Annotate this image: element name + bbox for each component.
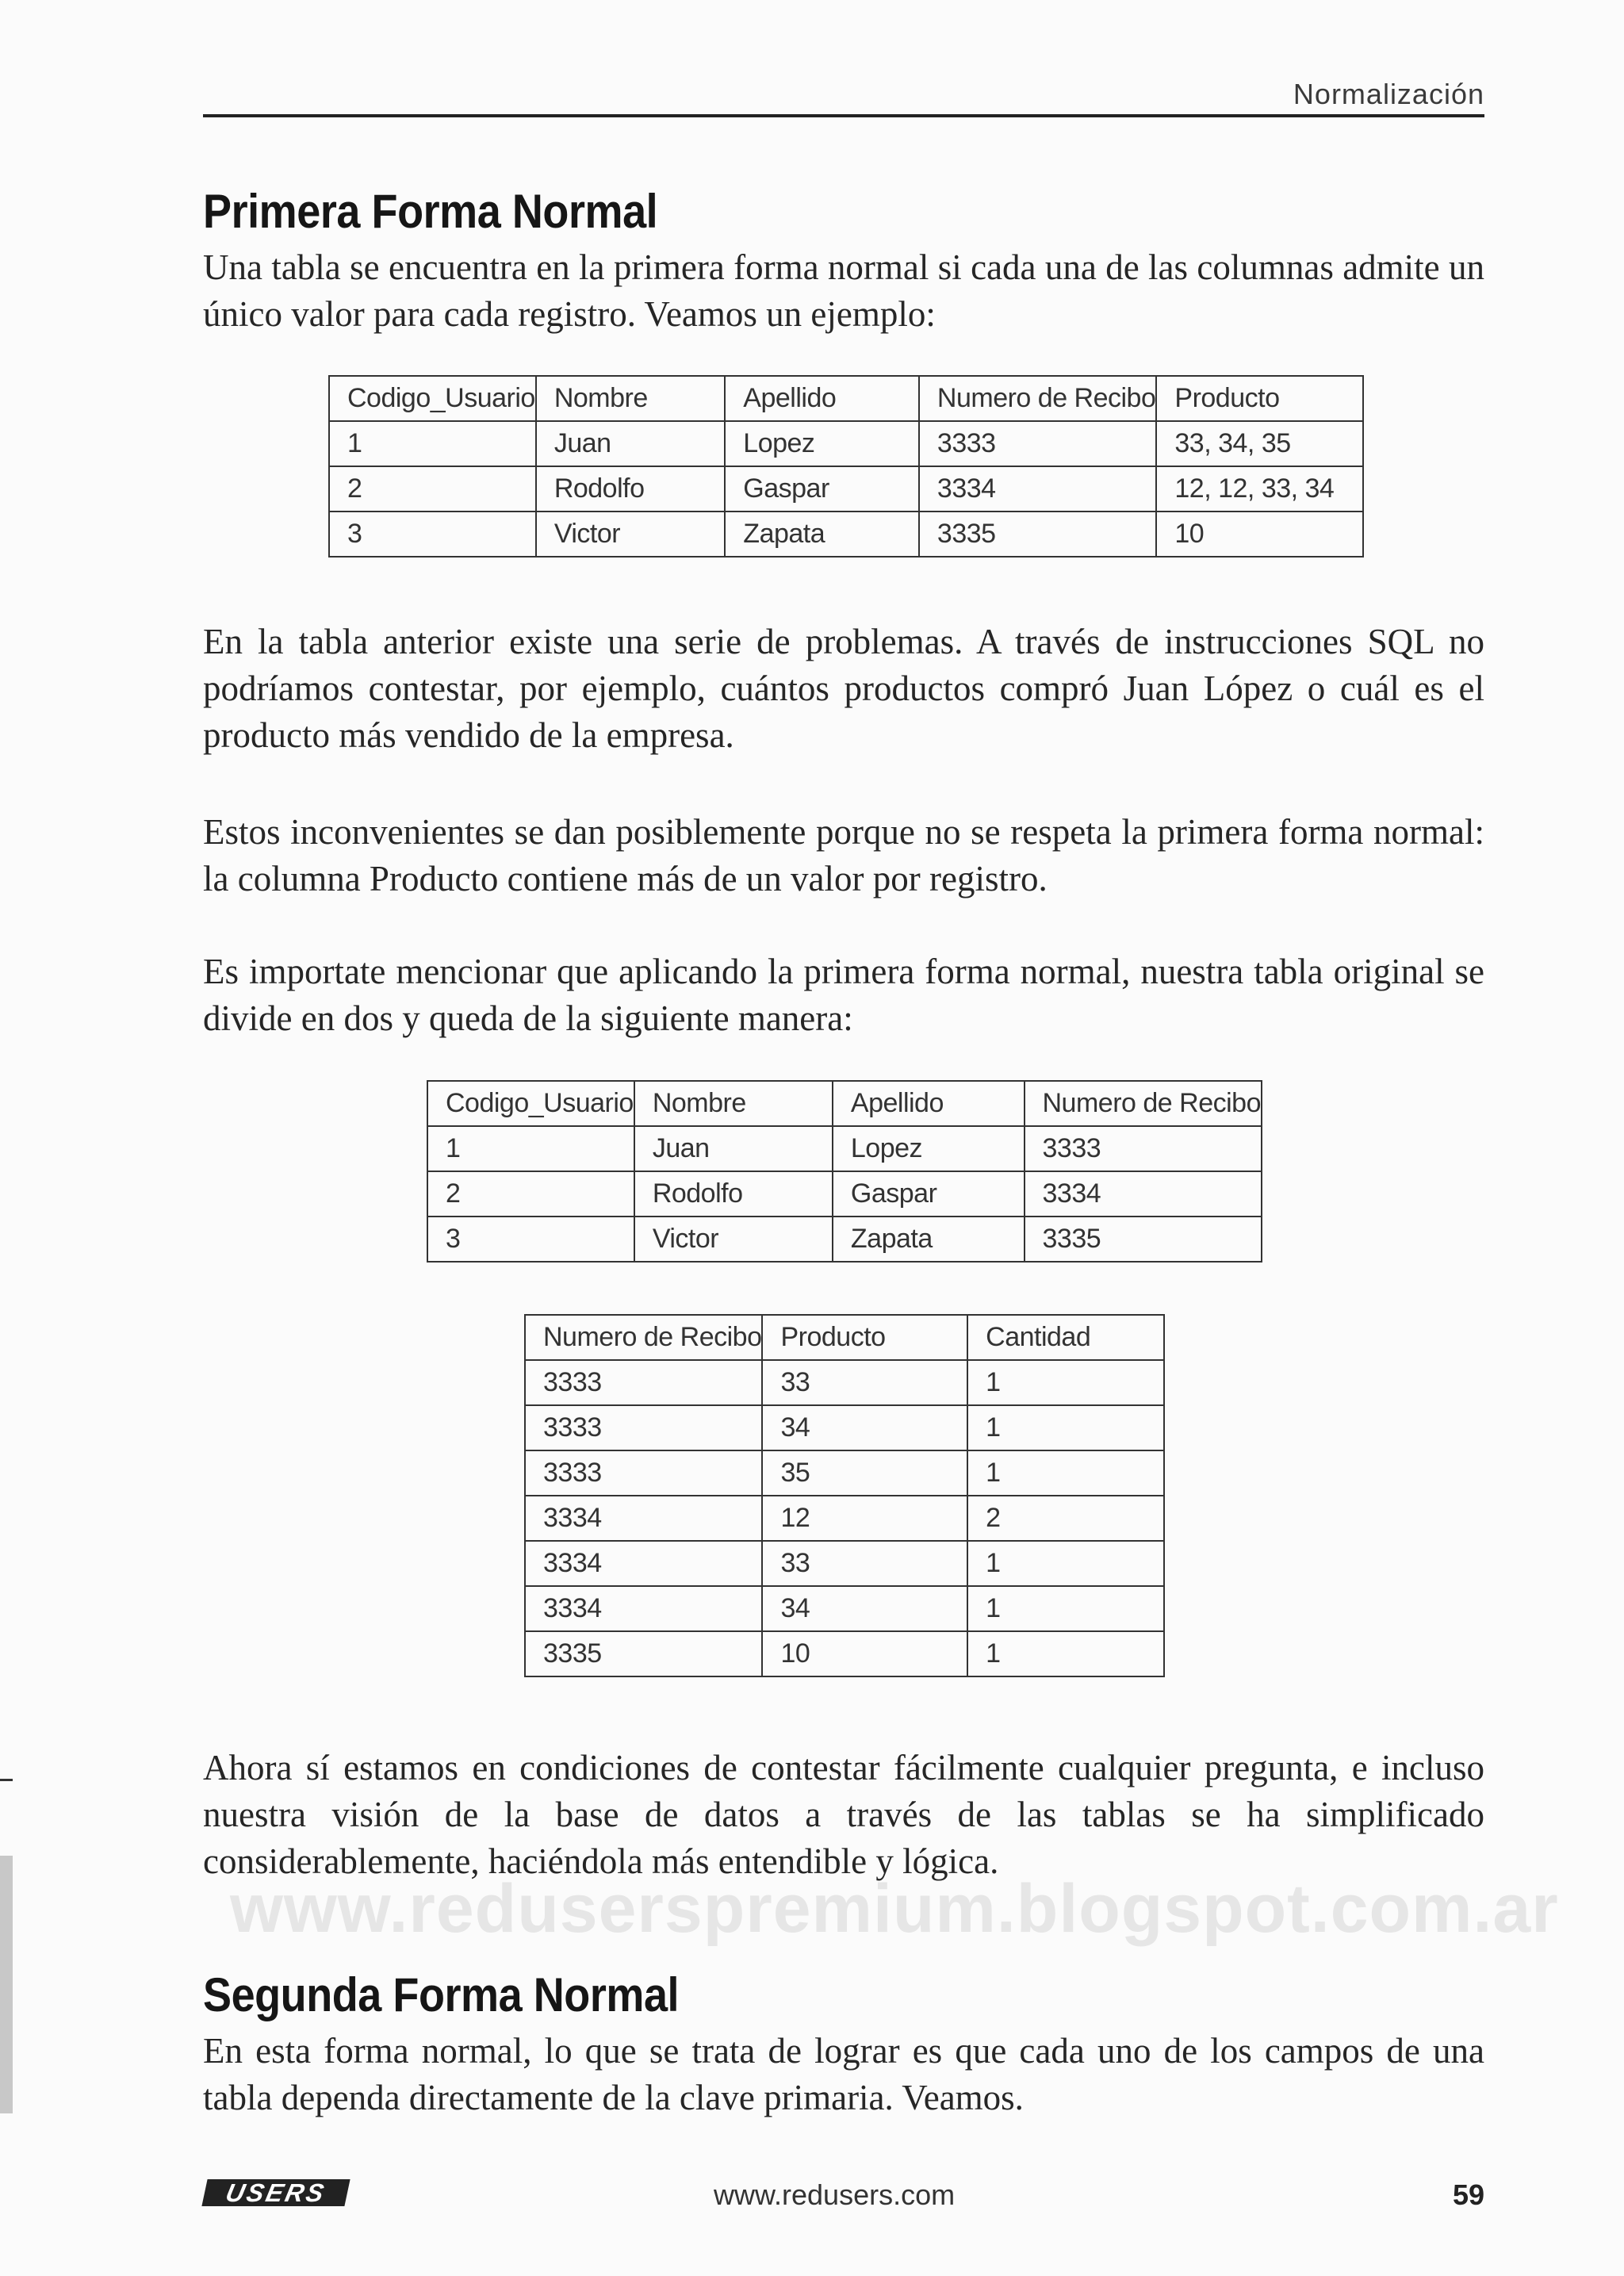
table-cell: Zapata xyxy=(725,512,919,557)
table-cell: Victor xyxy=(634,1217,833,1262)
table-cell: 1 xyxy=(967,1541,1164,1586)
table-cell: Lopez xyxy=(833,1126,1025,1171)
column-header: Cantidad xyxy=(967,1315,1164,1360)
table-cell: 2 xyxy=(967,1496,1164,1541)
table-cell: 2 xyxy=(329,466,536,512)
table-cell: 34 xyxy=(762,1405,967,1450)
table-cell: 3333 xyxy=(525,1450,762,1496)
table-cell: Juan xyxy=(536,421,725,466)
column-header: Producto xyxy=(1156,376,1363,421)
table-cell: 3333 xyxy=(525,1360,762,1405)
table-cell: 1 xyxy=(967,1450,1164,1496)
running-header: Normalización xyxy=(1293,78,1484,110)
table-cell: 12, 12, 33, 34 xyxy=(1156,466,1363,512)
table-header-row xyxy=(525,1315,1164,1360)
table-cell: 3334 xyxy=(1025,1171,1262,1217)
users-logo: USERS xyxy=(201,2179,350,2206)
paragraph-division: Es importate mencionar que aplicando la primera forma normal, nuestra tabla original se divide en dos y queda de la siguiente manera: xyxy=(203,952,1484,1038)
table-row xyxy=(525,1631,1164,1676)
column-header: Apellido xyxy=(833,1081,1025,1126)
paragraph-intro-2fn: En esta forma normal, lo que se trata de lograr es que cada uno de los campos de una tabla dependa directamente de la clave primaria. Veamos. xyxy=(203,2031,1484,2117)
table-cell: Victor xyxy=(536,512,725,557)
table-row xyxy=(329,512,1363,557)
table-row xyxy=(525,1360,1164,1405)
paragraph-intro-1fn: Una tabla se encuentra en la primera forma normal si cada una de las columnas admite un único valor para cada registro. Veamos un ejemplo: xyxy=(203,247,1484,334)
table-row xyxy=(329,421,1363,466)
table-cell: 1 xyxy=(329,421,536,466)
table-cell: 3 xyxy=(427,1217,634,1262)
column-header: Producto xyxy=(762,1315,967,1360)
paragraph-inconvenientes: Estos inconvenientes se dan posiblemente porque no se respeta la primera forma normal: la columna Producto contiene más de un valor por registro. xyxy=(203,812,1484,899)
table-cell: 1 xyxy=(967,1360,1164,1405)
table-row xyxy=(427,1217,1262,1262)
table-cell: Gaspar xyxy=(833,1171,1025,1217)
table-row xyxy=(427,1171,1262,1217)
table-cell: 3334 xyxy=(525,1586,762,1631)
table-cell: 3335 xyxy=(525,1631,762,1676)
paragraph-conclusion: Ahora sí estamos en condiciones de contestar fácilmente cualquier pregunta, e incluso nuestra visión de la base de datos a través de las tablas se ha simplificado considerablemente, haciéndola más entendible y lógica. xyxy=(203,1748,1484,1881)
column-header: Numero de Recibo xyxy=(1025,1081,1262,1126)
table-cell: 3335 xyxy=(1025,1217,1262,1262)
table-row xyxy=(427,1126,1262,1171)
table-cell: 3333 xyxy=(1025,1126,1262,1171)
table-cell: Rodolfo xyxy=(634,1171,833,1217)
paragraph-problems: En la tabla anterior existe una serie de problemas. A través de instrucciones SQL no podríamos contestar, por ejemplo, cuántos productos compró Juan López o cuál es el producto más vendido de la empresa. xyxy=(203,622,1484,755)
table-recibos xyxy=(524,1314,1165,1677)
table-cell: 3333 xyxy=(525,1405,762,1450)
table-row xyxy=(525,1496,1164,1541)
column-header: Codigo_Usuario xyxy=(427,1081,634,1126)
table-row xyxy=(329,466,1363,512)
column-header: Numero de Recibo xyxy=(919,376,1156,421)
table-usuarios xyxy=(427,1080,1262,1263)
footer-url: www.redusers.com xyxy=(714,2178,956,2211)
table-cell: 2 xyxy=(427,1171,634,1217)
table-cell: 1 xyxy=(967,1586,1164,1631)
table-unnormalized xyxy=(328,375,1364,558)
table-cell: 3 xyxy=(329,512,536,557)
table-row xyxy=(525,1541,1164,1586)
section-title-primera-forma-normal: Primera Forma Normal xyxy=(203,185,658,238)
table-cell: Zapata xyxy=(833,1217,1025,1262)
table-cell: 3333 xyxy=(919,421,1156,466)
table-cell: 35 xyxy=(762,1450,967,1496)
table-cell: 1 xyxy=(967,1405,1164,1450)
column-header: Codigo_Usuario xyxy=(329,376,536,421)
page-number: 59 xyxy=(1452,2178,1484,2211)
table-cell: 33, 34, 35 xyxy=(1156,421,1363,466)
column-header: Nombre xyxy=(634,1081,833,1126)
table-row xyxy=(525,1586,1164,1631)
margin-thumb-bar xyxy=(0,1856,13,2113)
watermark-url: www.reduserspremium.blogspot.com.ar xyxy=(230,1871,1559,1947)
table-cell: Rodolfo xyxy=(536,466,725,512)
margin-tick xyxy=(0,1779,13,1781)
table-cell: 10 xyxy=(1156,512,1363,557)
table-header-row xyxy=(427,1081,1262,1126)
table-cell: 3335 xyxy=(919,512,1156,557)
table-cell: 3334 xyxy=(525,1541,762,1586)
table-cell: 10 xyxy=(762,1631,967,1676)
column-header: Numero de Recibo xyxy=(525,1315,762,1360)
table-cell: 1 xyxy=(427,1126,634,1171)
table-cell: Gaspar xyxy=(725,466,919,512)
table-row xyxy=(525,1405,1164,1450)
table-cell: 3334 xyxy=(525,1496,762,1541)
column-header: Apellido xyxy=(725,376,919,421)
table-cell: 3334 xyxy=(919,466,1156,512)
table-cell: Juan xyxy=(634,1126,833,1171)
table-cell: 1 xyxy=(967,1631,1164,1676)
table-cell: 33 xyxy=(762,1541,967,1586)
table-cell: 33 xyxy=(762,1360,967,1405)
section-title-segunda-forma-normal: Segunda Forma Normal xyxy=(203,1968,680,2021)
header-rule xyxy=(203,114,1484,117)
table-cell: 34 xyxy=(762,1586,967,1631)
table-cell: 12 xyxy=(762,1496,967,1541)
table-header-row xyxy=(329,376,1363,421)
table-row xyxy=(525,1450,1164,1496)
column-header: Nombre xyxy=(536,376,725,421)
table-cell: Lopez xyxy=(725,421,919,466)
